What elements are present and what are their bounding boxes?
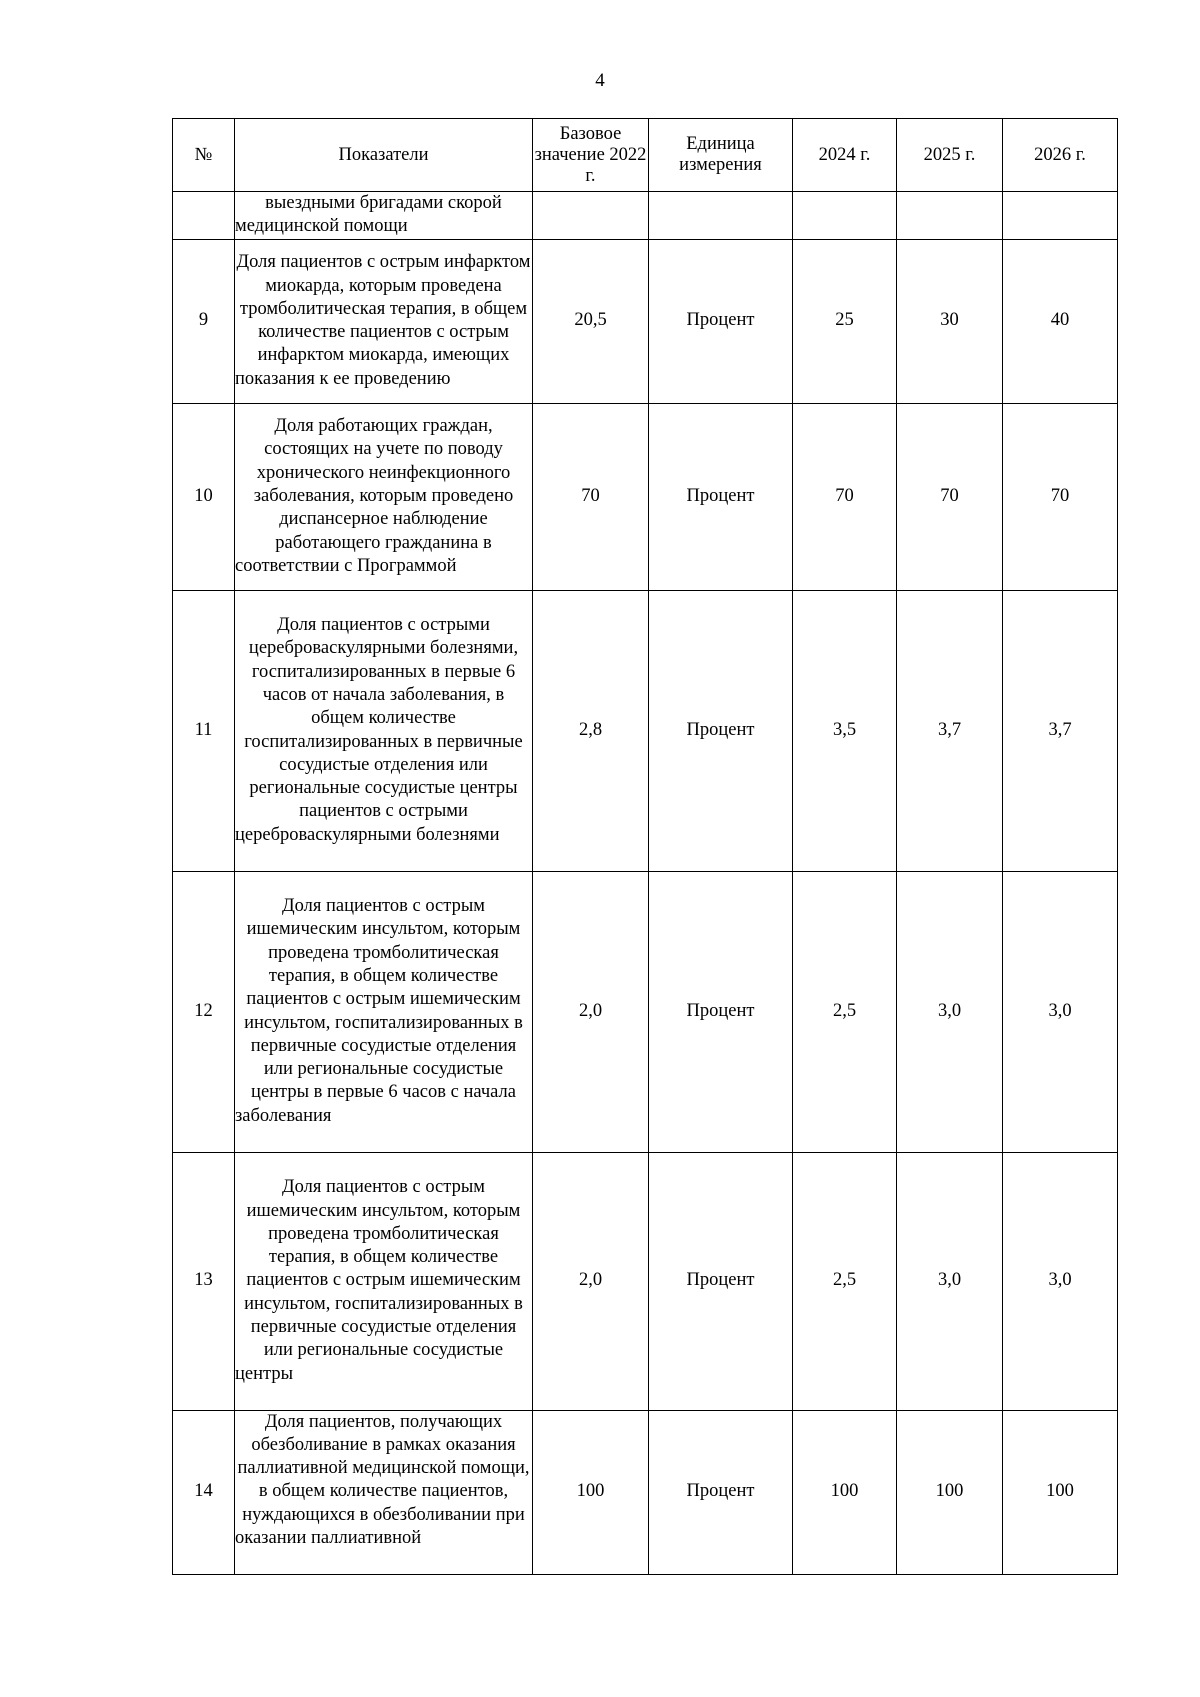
- cell-base-value: 20,5: [533, 239, 649, 403]
- cell-2025: 3,0: [897, 871, 1003, 1152]
- cell-2026: 3,0: [1003, 1152, 1118, 1410]
- cell-num: [173, 192, 235, 240]
- cell-2024: 3,5: [793, 590, 897, 871]
- cell-indicator: Доля пациентов, получающих обезболивание в рамках оказания паллиативной медицинской помощи, в общем количестве пациентов, нуждающихся в обезболивании при оказании паллиативной: [235, 1410, 533, 1574]
- header-unit: Единица измерения: [649, 119, 793, 192]
- cell-indicator: Доля пациентов с острыми цереброваскулярными болезнями, госпитализированных в первые 6 часов от начала заболевания, в общем количестве госпитализированных в первичные сосудистые отделения или региональные сосудистые центры пациентов с острыми цереброваскулярными болезнями: [235, 590, 533, 871]
- cell-2025: 3,0: [897, 1152, 1003, 1410]
- header-indicator: Показатели: [235, 119, 533, 192]
- table-row: [173, 1152, 1118, 1410]
- cell-base-value: 2,8: [533, 590, 649, 871]
- cell-unit: Процент: [649, 1410, 793, 1574]
- cell-unit: Процент: [649, 1152, 793, 1410]
- cell-2024: 2,5: [793, 1152, 897, 1410]
- cell-2026: 40: [1003, 239, 1118, 403]
- cell-base-value: 2,0: [533, 871, 649, 1152]
- table-row: [173, 1410, 1118, 1574]
- table-row: [173, 590, 1118, 871]
- cell-base-value: 100: [533, 1410, 649, 1574]
- cell-base-value: [533, 192, 649, 240]
- cell-2026: 3,7: [1003, 590, 1118, 871]
- page-number: 4: [595, 70, 605, 91]
- header-num: №: [173, 119, 235, 192]
- cell-2026: 100: [1003, 1410, 1118, 1574]
- cell-indicator: Доля пациентов с острым инфарктом миокарда, которым проведена тромболитическая терапия, в общем количестве пациентов с острым инфарктом миокарда, имеющих показания к ее проведению: [235, 239, 533, 403]
- cell-num: 12: [173, 871, 235, 1152]
- cell-2026: 3,0: [1003, 871, 1118, 1152]
- cell-base-value: 70: [533, 403, 649, 590]
- cell-2025: 30: [897, 239, 1003, 403]
- cell-indicator: Доля работающих граждан, состоящих на учете по поводу хронического неинфекционного заболевания, которым проведено диспансерное наблюдение работающего гражданина в соответствии с Программой: [235, 403, 533, 590]
- cell-num: 14: [173, 1410, 235, 1574]
- cell-2025: 3,7: [897, 590, 1003, 871]
- cell-num: 13: [173, 1152, 235, 1410]
- cell-num: 10: [173, 403, 235, 590]
- cell-2026: [1003, 192, 1118, 240]
- cell-num: 11: [173, 590, 235, 871]
- cell-2024: 70: [793, 403, 897, 590]
- cell-indicator: Доля пациентов с острым ишемическим инсультом, которым проведена тромболитическая терапия, в общем количестве пациентов с острым ишемическим инсультом, госпитализированных в первичные сосудистые отделения или региональные сосудистые центры в первые 6 часов с начала заболевания: [235, 871, 533, 1152]
- cell-2024: 25: [793, 239, 897, 403]
- cell-2025: 100: [897, 1410, 1003, 1574]
- table-row: [173, 403, 1118, 590]
- table-row: [173, 871, 1118, 1152]
- cell-unit: Процент: [649, 590, 793, 871]
- cell-2024: 2,5: [793, 871, 897, 1152]
- cell-unit: Процент: [649, 871, 793, 1152]
- cell-indicator: Доля пациентов с острым ишемическим инсультом, которым проведена тромболитическая терапия, в общем количестве пациентов с острым ишемическим инсультом, госпитализированных в первичные сосудистые отделения или региональные сосудистые центры: [235, 1152, 533, 1410]
- header-2026: 2026 г.: [1003, 119, 1118, 192]
- cell-unit: [649, 192, 793, 240]
- table-row: [173, 192, 1118, 240]
- cell-2025: 70: [897, 403, 1003, 590]
- cell-2024: [793, 192, 897, 240]
- indicators-table: [172, 118, 1118, 1575]
- cell-unit: Процент: [649, 239, 793, 403]
- table-row: [173, 239, 1118, 403]
- cell-2026: 70: [1003, 403, 1118, 590]
- cell-indicator: выездными бригадами скорой медицинской помощи: [235, 192, 533, 240]
- cell-base-value: 2,0: [533, 1152, 649, 1410]
- header-base-value: Базовое значение 2022 г.: [533, 119, 649, 192]
- cell-unit: Процент: [649, 403, 793, 590]
- cell-2024: 100: [793, 1410, 897, 1574]
- header-2024: 2024 г.: [793, 119, 897, 192]
- cell-2025: [897, 192, 1003, 240]
- header-2025: 2025 г.: [897, 119, 1003, 192]
- table-header-row: [173, 119, 1118, 192]
- cell-num: 9: [173, 239, 235, 403]
